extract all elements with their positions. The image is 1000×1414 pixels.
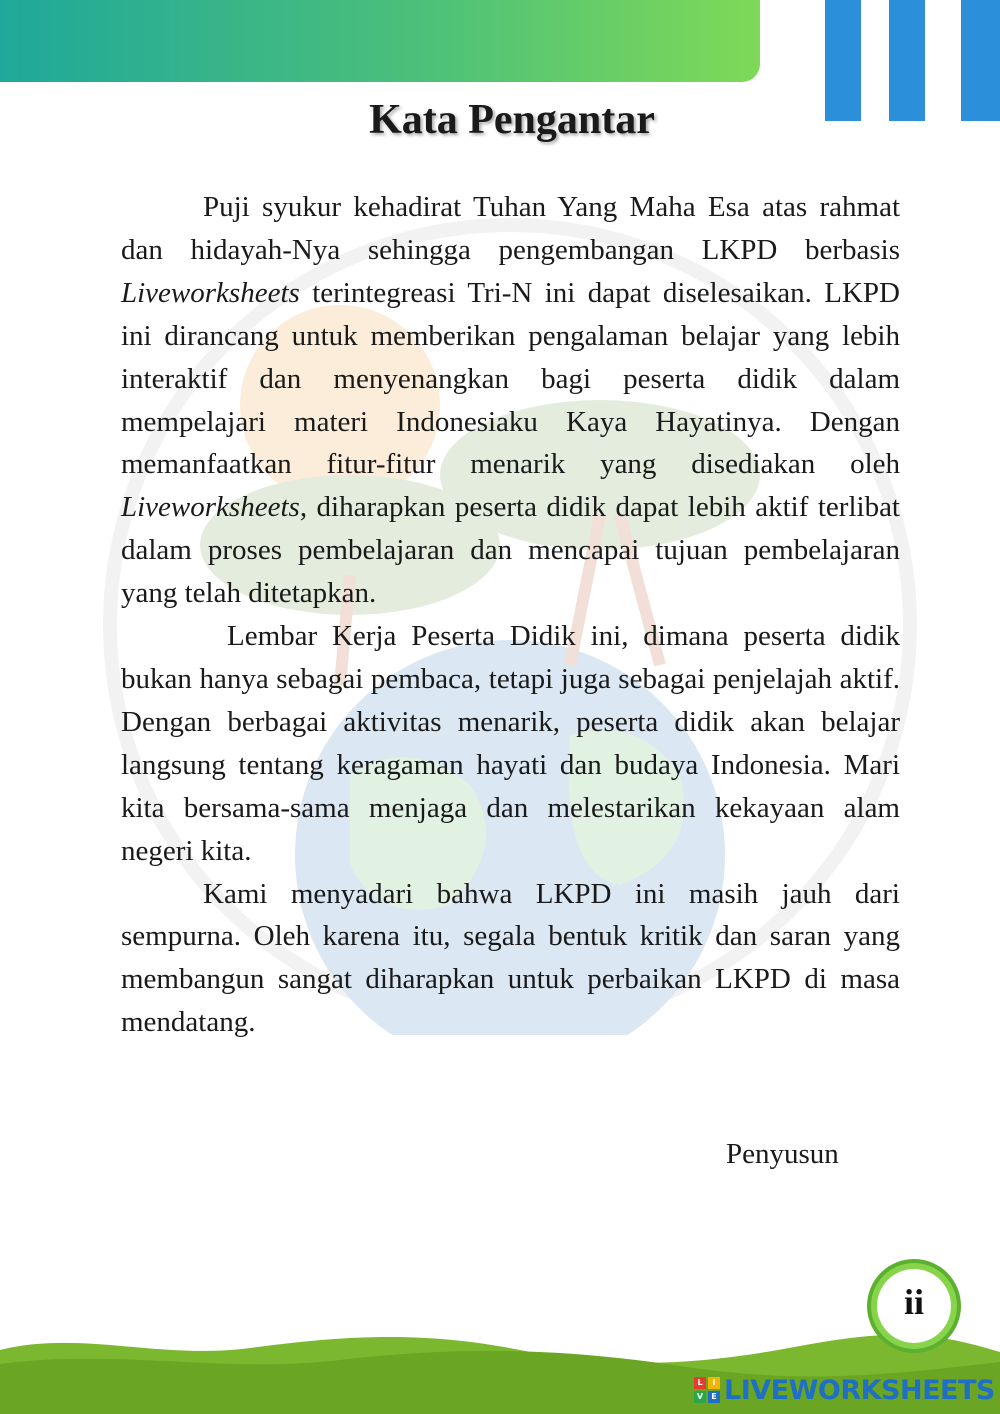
header-band xyxy=(0,0,760,82)
emphasis-term: Liveworksheets xyxy=(121,491,300,524)
paragraph-intro: Puji syukur kehadirat Tuhan Yang Maha Esa atas rahmat dan hidayah-Nya sehingga pengembangan LKPD berbasis Liveworksheets terintegreasi Tri-N ini dapat diselesaikan. LKPD ini dirancang untuk memberikan pengalaman belajar yang lebih interaktif dan menyenangkan bagi peserta didik dalam mempelajari materi Indonesiaku Kaya Hayatinya. Dengan memanfaatkan fitur-fitur menarik yang disediakan oleh Liveworksheets, diharapkan peserta didik dapat lebih aktif terlibat dalam proses pembelajaran dan mencapai tujuan pembelajaran yang telah ditetapkan. xyxy=(121,191,900,610)
body-text xyxy=(121,186,900,1044)
page-title: Kata Pengantar xyxy=(369,97,655,143)
emphasis-term: Liveworksheets xyxy=(121,276,300,309)
liveworksheets-logo xyxy=(694,1374,995,1406)
paragraph-closing: Kami menyadari bahwa LKPD ini masih jauh dari sempurna. Oleh karena itu, segala bentuk kritik dan saran yang membangun sangat diharapkan untuk perbaikan LKPD di masa mendatang. xyxy=(121,877,900,1039)
page-number: ii xyxy=(903,1282,924,1322)
logo-badge-icon: L I V E xyxy=(694,1377,720,1403)
signature: Penyusun xyxy=(726,1138,839,1170)
logo-text: LIVEWORKSHEETS xyxy=(724,1374,995,1406)
paragraph-lkpd: Lembar Kerja Peserta Didik ini, dimana peserta didik bukan hanya sebagai pembaca, tetapi juga sebagai penjelajah aktif. Dengan berbagai aktivitas menarik, peserta didik akan belajar langsung tentang keragaman hayati dan budaya Indonesia. Mari kita bersama-sama menjaga dan melestarikan kekayaan alam negeri kita. xyxy=(121,620,900,867)
